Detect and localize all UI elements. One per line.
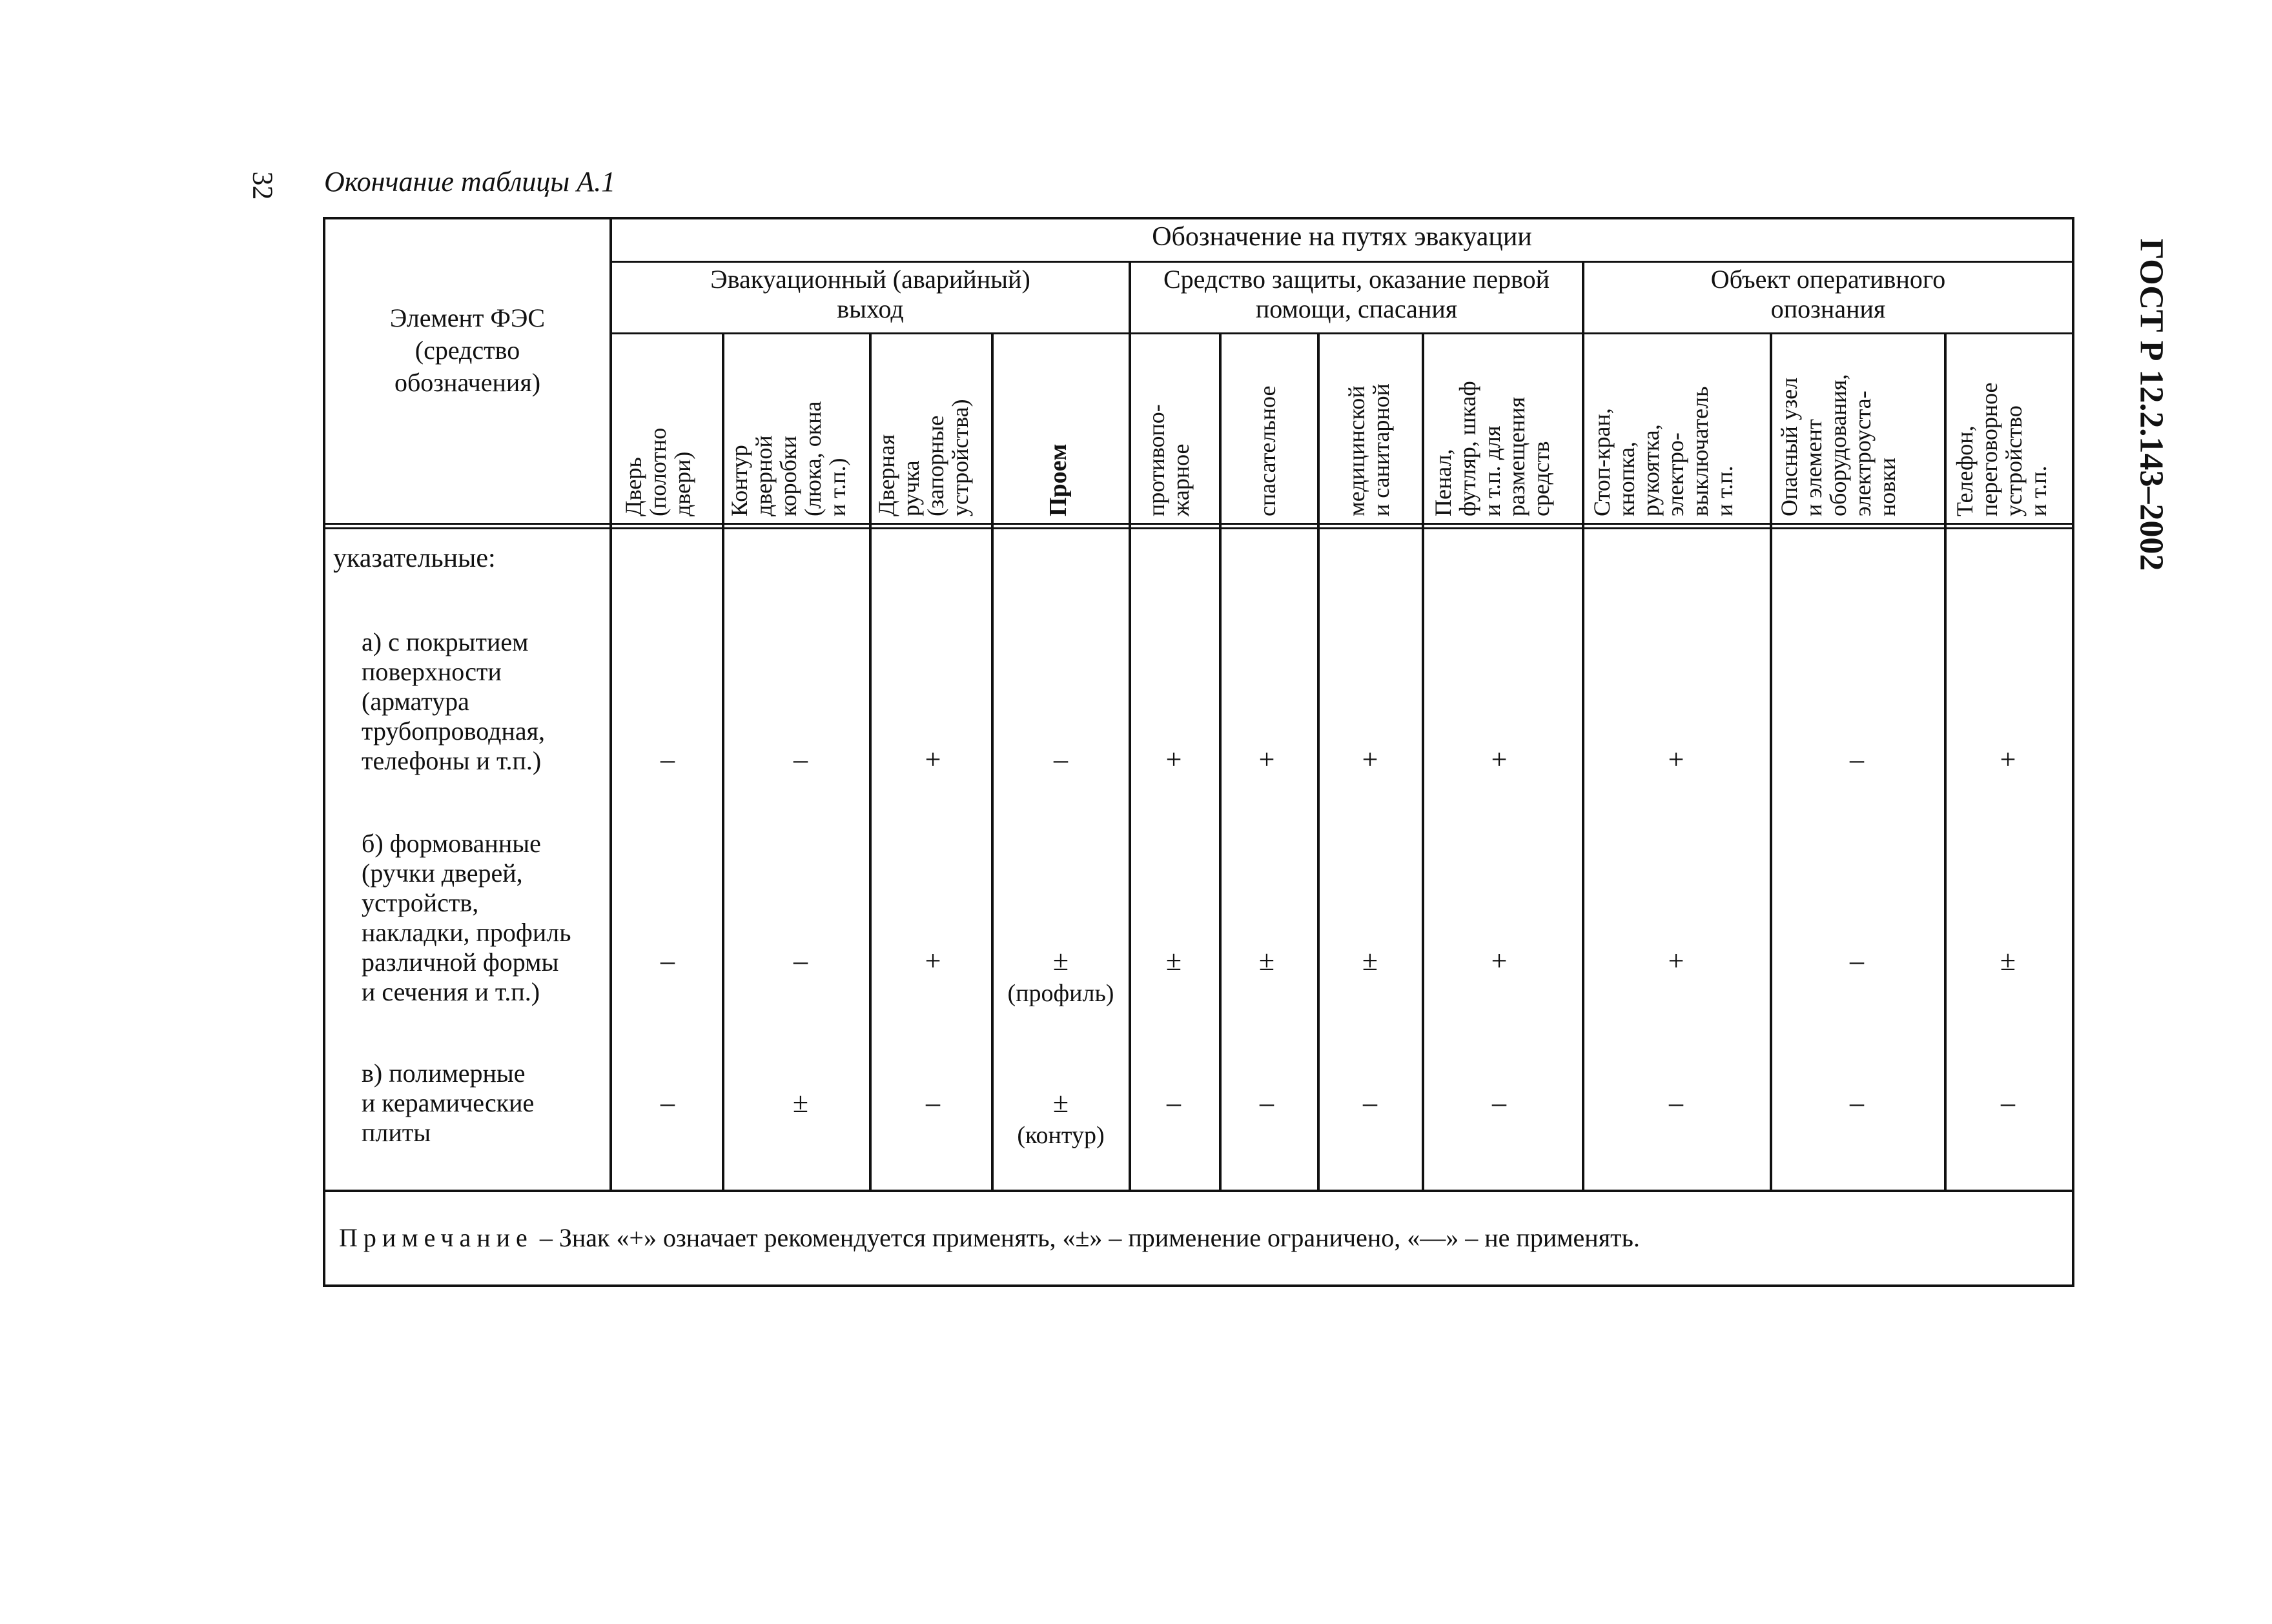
row-label-a: а) с покрытием поверхности (арматура трубопроводная, телефоны и т.п.) [362, 627, 546, 775]
column-header-door: Дверь (полотно двери) [620, 427, 695, 516]
header-divider-groups [611, 332, 2072, 334]
header-bottom-double [323, 523, 2074, 529]
group-divider-1 [1129, 261, 1131, 1192]
mark-a-1: – [660, 744, 675, 775]
header-divider-top [611, 261, 2072, 263]
col-divider [1770, 332, 1772, 1192]
mark-b-7: ± [1362, 945, 1378, 977]
mark-a-10: – [1850, 744, 1864, 775]
col-divider [991, 332, 994, 1192]
column-header-opening: Проем [1045, 443, 1072, 516]
mark-b-5: ± [1165, 945, 1182, 977]
table-right-border [2072, 217, 2074, 1287]
column-header-stop-valve: Стоп-кран, кнопка, рукоятка, электро- выключатель и т.п. [1589, 386, 1737, 516]
mark-b-3: + [925, 945, 941, 977]
note-label: Примечание [339, 1223, 533, 1252]
mark-a-8: + [1491, 744, 1508, 775]
mark-c-9: – [1669, 1087, 1683, 1119]
col-divider [722, 332, 724, 1192]
mark-a-9: + [1668, 744, 1684, 775]
page-number: 32 [247, 171, 279, 200]
col-divider [1944, 332, 1947, 1192]
column-header-door-frame: Контур дверной коробки (люка, окна и т.п.) [726, 401, 850, 516]
mark-c-4: ± [1052, 1087, 1069, 1119]
mark-b-10: – [1850, 945, 1864, 977]
mark-c-1: – [660, 1087, 675, 1119]
column-header-case: Пенал, футляр, шкаф и т.п. для размещения средств [1430, 381, 1554, 516]
mark-c-6: – [1260, 1087, 1274, 1119]
col-divider [869, 332, 872, 1192]
table-note [339, 1223, 1640, 1253]
element-col-divider [609, 217, 612, 1192]
col-divider [1317, 332, 1320, 1192]
mark-b-9: + [1668, 945, 1684, 977]
column-header-fire: противопо- жарное [1143, 404, 1194, 516]
body-bottom-border [323, 1190, 2074, 1192]
column-header-rescue: спасательное [1254, 385, 1280, 516]
note-text: – Знак «+» означает рекомендуется применять, «±» – применение ограничено, «—» – не применять. [539, 1223, 1640, 1252]
table-title: Окончание таблицы А.1 [324, 166, 616, 198]
table-bottom-border [323, 1284, 2074, 1287]
mark-c-3: – [926, 1087, 940, 1119]
mark-c-7: – [1363, 1087, 1377, 1119]
group-header-protection: Средство защиты, оказание первой помощи, спасания [1163, 265, 1550, 323]
note-b-4: (профиль) [1007, 980, 1114, 1007]
table-top-border [323, 217, 2072, 219]
mark-a-11: + [2000, 744, 2016, 775]
mark-b-2: – [793, 945, 808, 977]
mark-b-1: – [660, 945, 675, 977]
mark-a-5: + [1165, 744, 1182, 775]
mark-a-4: – [1054, 744, 1068, 775]
mark-c-11: – [2001, 1087, 2015, 1119]
mark-c-5: – [1167, 1087, 1181, 1119]
section-label: указательные: [333, 543, 496, 573]
col-divider [1219, 332, 1222, 1192]
column-header-dangerous-node: Опасный узел и элемент оборудования, электроуста- новки [1776, 374, 1900, 516]
col-divider [1422, 332, 1424, 1192]
mark-b-11: ± [2000, 945, 2016, 977]
element-column-header: Элемент ФЭС (средство обозначения) [389, 303, 546, 397]
group-divider-2 [1582, 261, 1584, 1192]
mark-b-4: ± [1052, 945, 1069, 977]
mark-a-3: + [925, 744, 941, 775]
mark-b-8: + [1491, 945, 1508, 977]
mark-c-8: – [1492, 1087, 1506, 1119]
top-group-header: Обозначение на путях эвакуации [1152, 222, 1532, 252]
mark-a-2: – [793, 744, 808, 775]
group-header-operational-object: Объект оперативного опознания [1710, 265, 1946, 323]
mark-a-7: + [1362, 744, 1378, 775]
column-header-telephone: Телефон, переговорное устройство и т.п. [1952, 382, 2051, 516]
note-c-4: (контур) [1017, 1122, 1105, 1149]
document-code: ГОСТ Р 12.2.143–2002 [2133, 238, 2170, 571]
row-label-b: б) формованные (ручки дверей, устройств, накладки, профиль различной формы и сечения и т.п.) [362, 829, 571, 1006]
row-label-c: в) полимерные и керамические плиты [362, 1059, 535, 1147]
mark-c-2: ± [792, 1087, 809, 1119]
column-header-medical: медицинской и санитарной [1344, 383, 1394, 516]
group-header-evacuation-exit: Эвакуационный (аварийный) выход [710, 265, 1030, 323]
mark-b-6: ± [1258, 945, 1275, 977]
mark-a-6: + [1258, 744, 1275, 775]
mark-c-10: – [1850, 1087, 1864, 1119]
column-header-door-handle: Дверная ручка (запорные устройства) [874, 399, 973, 516]
